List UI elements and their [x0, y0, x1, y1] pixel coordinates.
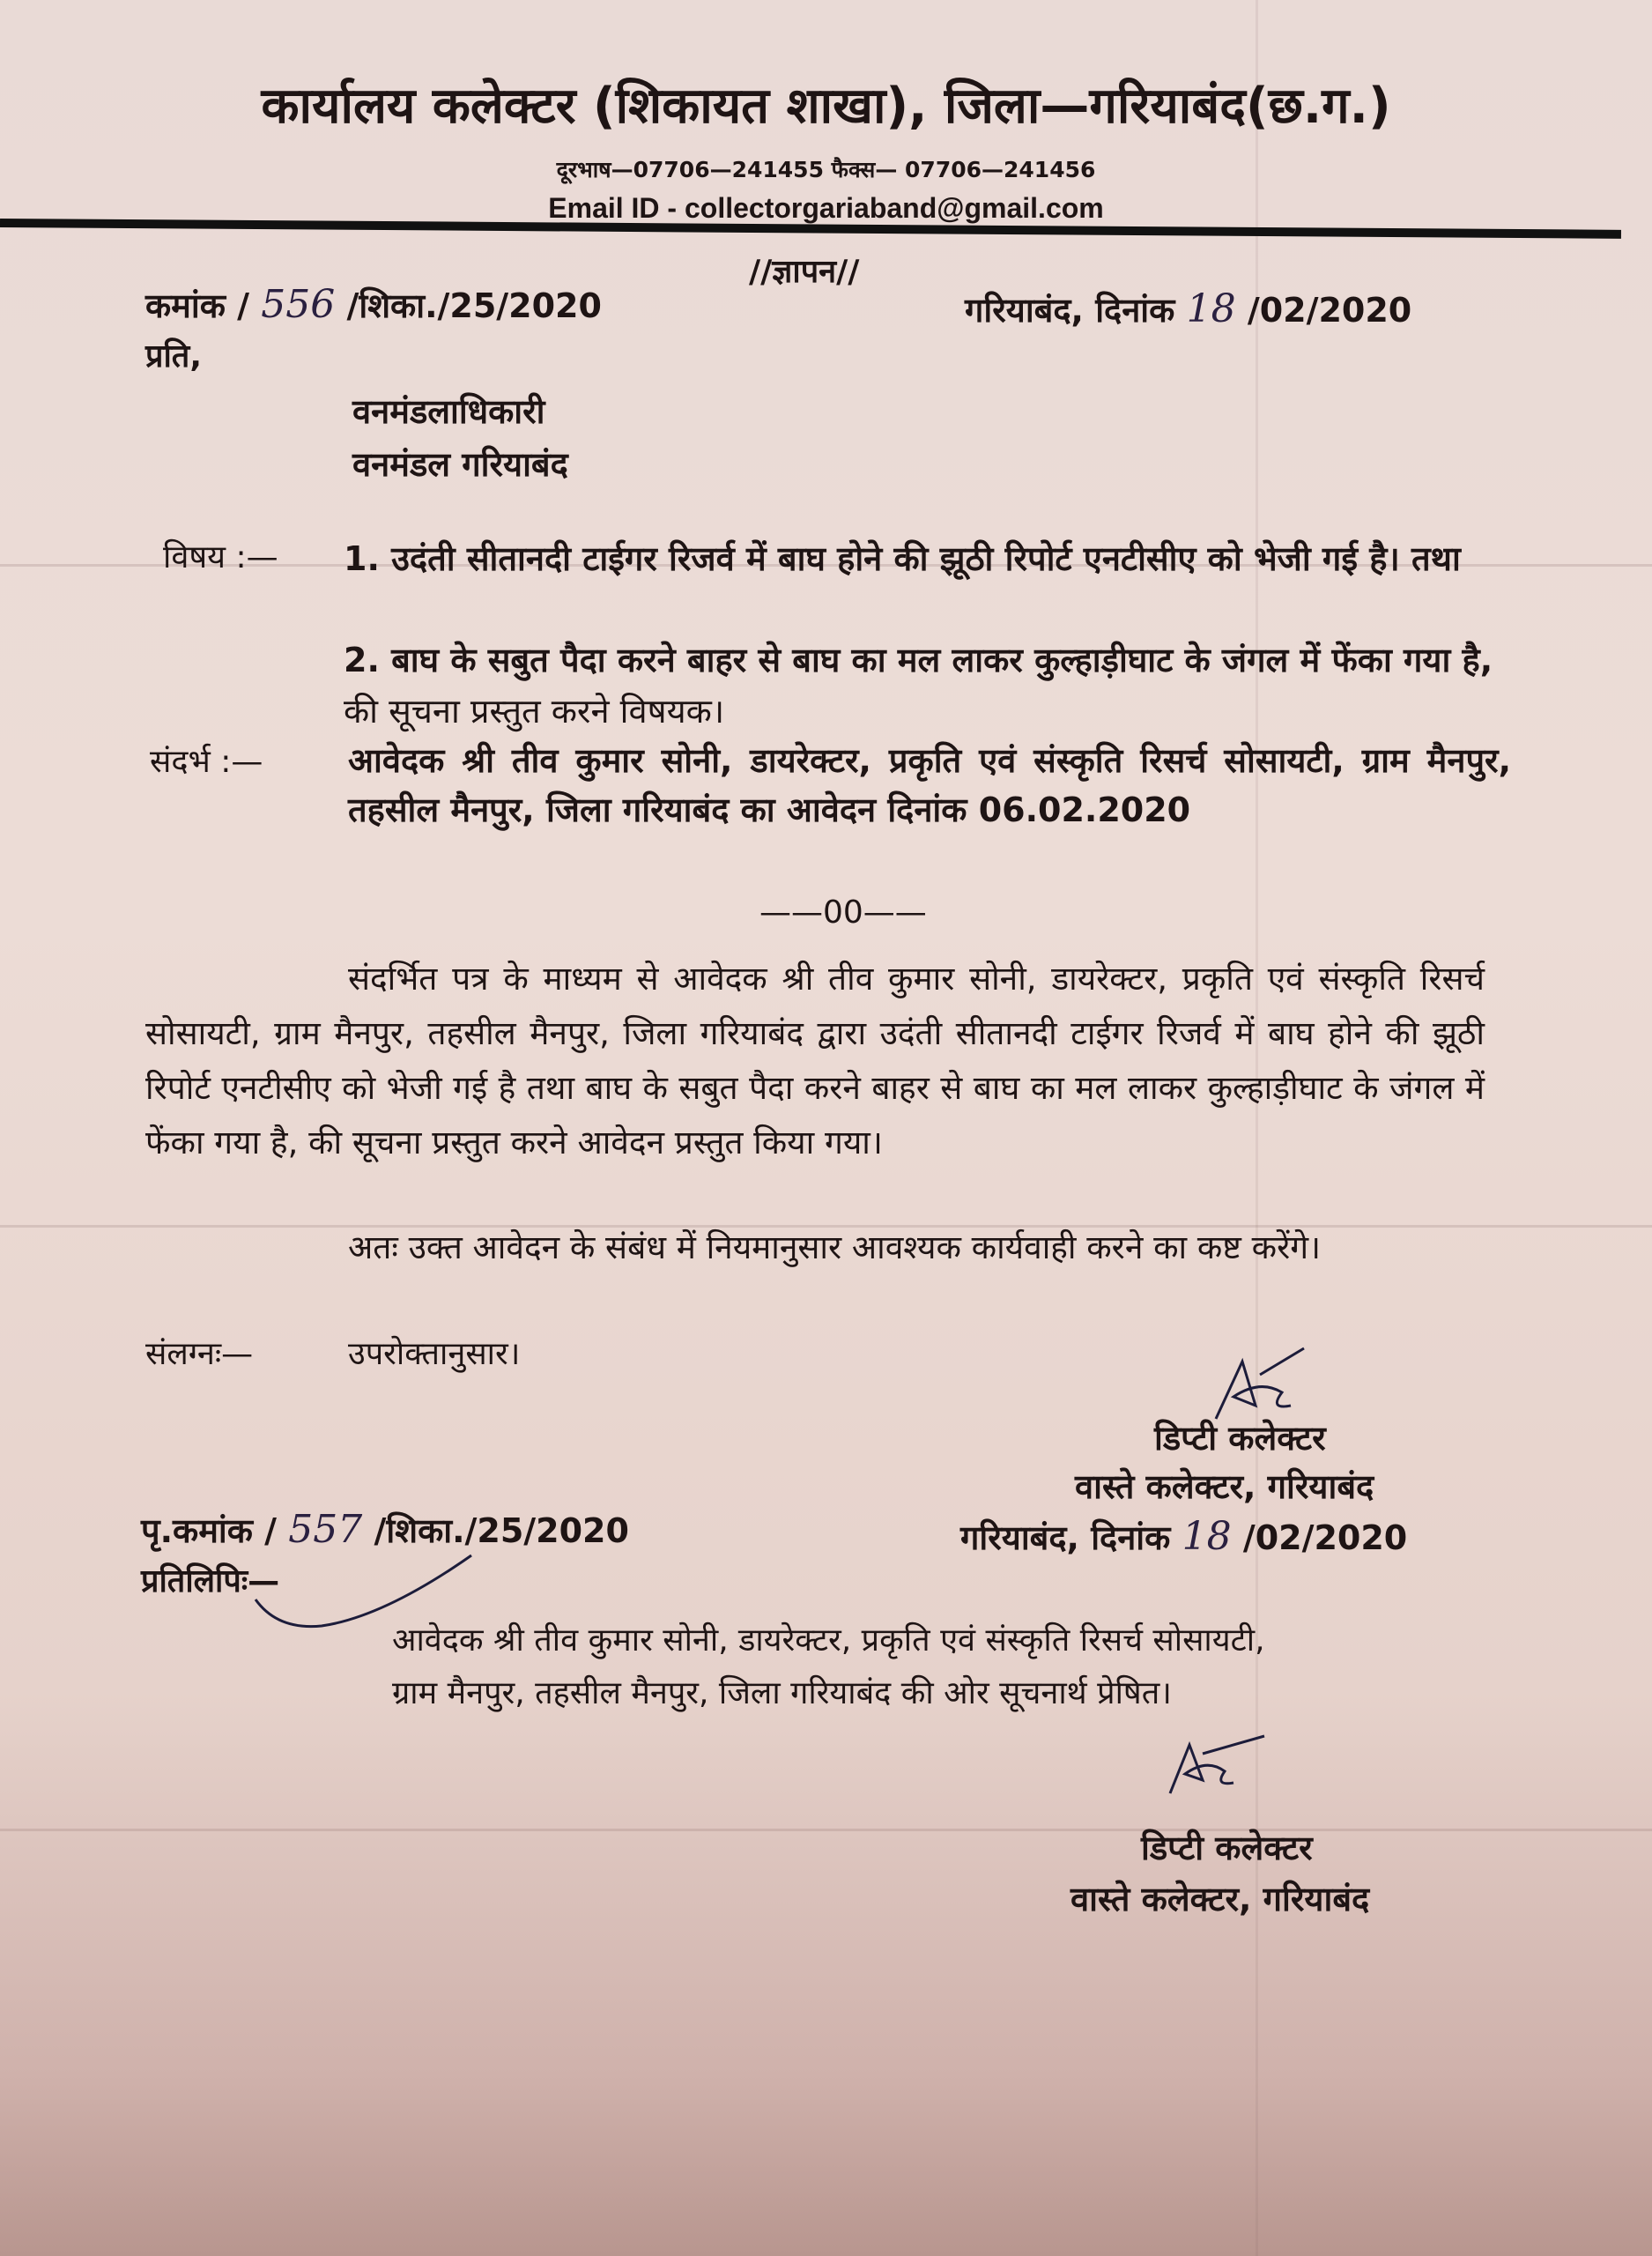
enclosure-text: उपरोक्तानुसार। [348, 1336, 521, 1372]
subject-item-2-tail: की सूचना प्रस्तुत करने विषयक। [344, 692, 725, 731]
paper-fold [0, 1829, 1652, 1831]
reference-text: आवेदक श्री तीव कुमार सोनी, डायरेक्टर, प्रकृति एवं संस्कृति रिसर्च सोसायटी, ग्राम मैनपुर, तहसील मैनपुर, जिला गरियाबंद का आवेदन दिनांक 06.02.2020 [348, 741, 1511, 829]
date-day-handwritten: 18 [1186, 286, 1236, 331]
copy-date-day-handwritten: 18 [1182, 1514, 1232, 1559]
pratilipi-line-2: ग्राम मैनपुर, तहसील मैनपुर, जिला गरियाबंद की ओर सूचनार्थ प्रेषित। [392, 1675, 1172, 1711]
signature-2-designation: डिप्टी कलेक्टर [1141, 1829, 1313, 1867]
separator: ——00—— [759, 894, 927, 931]
copy-kramank-label: पृ.कमांक / [141, 1511, 278, 1550]
subject-label: विषय :— [163, 539, 278, 575]
reference-number [145, 282, 602, 328]
pratilipi-line-1: आवेदक श्री तीव कुमार सोनी, डायरेक्टर, प्रकृति एवं संस्कृति रिसर्च सोसायटी, [392, 1622, 1265, 1659]
subject-item-2-main: 2. बाघ के सबुत पैदा करने बाहर से बाघ का मल लाकर कुल्हाड़ीघाट के जंगल में फेंका गया है, [344, 641, 1493, 679]
place-date-label: गरियाबंद, दिनांक [965, 291, 1175, 330]
body-paragraph-1: संदर्भित पत्र के माध्यम से आवेदक श्री तीव कुमार सोनी, डायरेक्टर, प्रकृति एवं संस्कृति रिसर्च सोसायटी, ग्राम मैनपुर, तहसील मैनपुर, जिला गरियाबंद द्वारा उदंती सीतानदी टाईगर रिजर्व में बाघ होने की झूठी रिपोर्ट एनटीसीए को भेजी गई है तथा बाघ के सबुत पैदा करने बाहर से बाघ का मल लाकर कुल्हाड़ीघाट के जंगल में फेंका गया है, की सूचना प्रस्तुत करने आवेदन प्रस्तुत किया गया। [145, 960, 1485, 1161]
signature-2-office: वास्ते कलेक्टर, गरियाबंद [1070, 1880, 1370, 1918]
kramank-handwritten: 556 [261, 282, 336, 327]
phone-fax-line: दूरभाष—07706—241455 फैक्स— 07706—241456 [556, 157, 1096, 182]
email-line: Email ID - collectorgariaband@gmail.com [548, 192, 1104, 224]
subject-item-2 [344, 634, 1524, 737]
copy-date [960, 1514, 1407, 1560]
copy-kramank-handwritten: 557 [288, 1507, 363, 1552]
letter-date [965, 286, 1411, 332]
subject-item-1: 1. उदंती सीतानदी टाईगर रिजर्व में बाघ होने की झूठी रिपोर्ट एनटीसीए को भेजी गई है। तथा [344, 539, 1461, 578]
office-title: कार्यालय कलेक्टर (शिकायत शाखा), जिला—गरियाबंद(छ.ग.) [261, 78, 1391, 135]
kramank-label: कमांक / [145, 286, 250, 325]
recipient-line-1: वनमंडलाधिकारी [352, 392, 545, 431]
date-suffix: /02/2020 [1247, 291, 1412, 330]
enclosure-label: संलग्नः— [145, 1336, 254, 1372]
memo-heading: //ज्ञापन// [749, 254, 860, 290]
signature-1-office: वास्ते कलेक्टर, गरियाबंद [1075, 1467, 1374, 1506]
signature-1-designation: डिप्टी कलेक्टर [1154, 1419, 1326, 1458]
reference-label: संदर्भ :— [150, 744, 263, 780]
recipient-line-2: वनमंडल गरियाबंद [352, 445, 568, 484]
pratilipi-label: प्रतिलिपिः— [141, 1563, 280, 1599]
signature-scribble [1163, 1732, 1278, 1802]
body-paragraph-2: अतः उक्त आवेदन के संबंध में नियमानुसार आवश्यक कार्यवाही करने का कष्ट करेंगे। [348, 1228, 1322, 1266]
kramank-suffix: /शिका./25/2020 [346, 286, 602, 325]
copy-kramank-suffix: /शिका./25/2020 [374, 1511, 629, 1550]
prati-label: प्रति, [145, 338, 203, 375]
copy-place-date-label: गरियाबंद, दिनांक [960, 1518, 1171, 1557]
copy-date-suffix: /02/2020 [1242, 1518, 1408, 1557]
